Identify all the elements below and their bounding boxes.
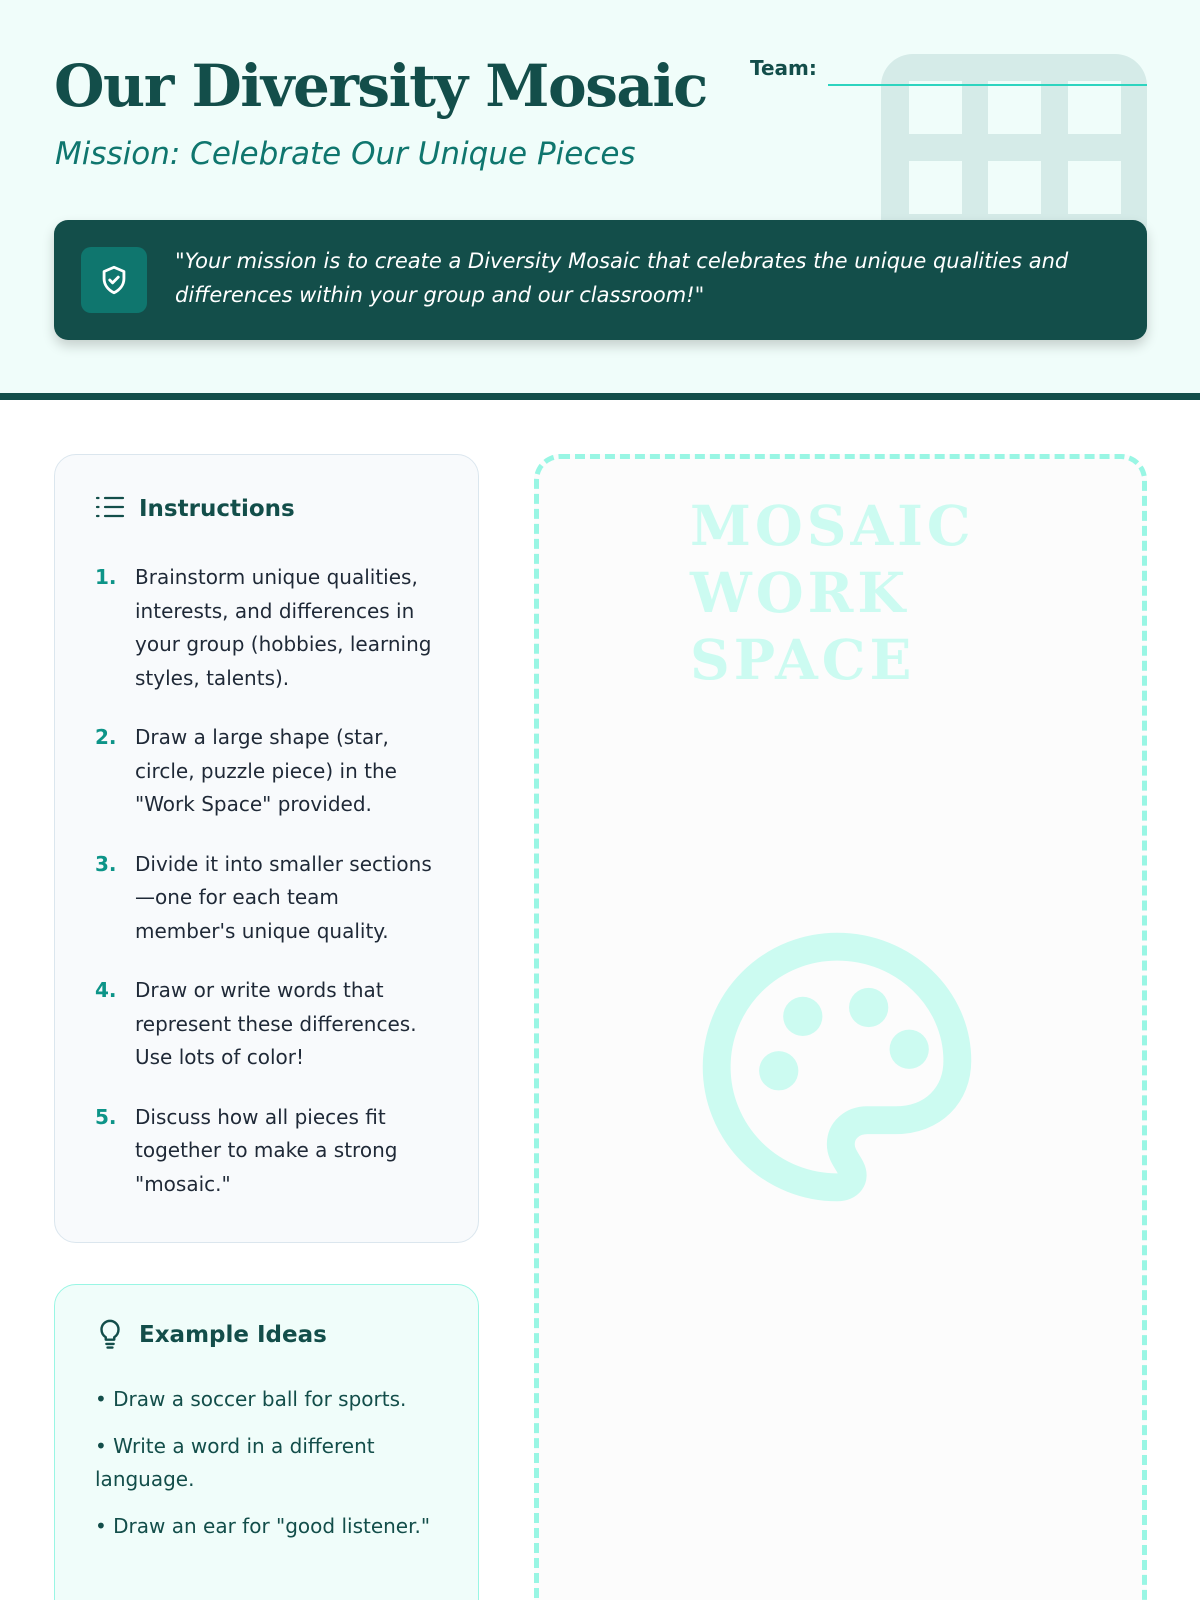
instruction-number: 1. — [95, 565, 117, 589]
instruction-text: Divide it into smaller sections—one for each team member's unique quality. — [135, 851, 432, 943]
instruction-number: 5. — [95, 1104, 117, 1129]
header — [0, 0, 1200, 400]
list-icon — [95, 493, 125, 525]
instructions-card — [54, 454, 479, 1243]
palette-icon — [685, 915, 989, 1223]
team-name-line[interactable] — [828, 84, 1147, 86]
idea-item: • Draw an ear for "good listener." — [95, 1514, 431, 1538]
ideas-list — [95, 1383, 440, 1557]
instruction-number: 4. — [95, 978, 117, 1002]
ideas-heading: Example Ideas — [139, 1322, 327, 1348]
mission-banner — [54, 220, 1147, 340]
ideas-header — [95, 1316, 327, 1354]
instruction-item — [95, 1101, 435, 1202]
instruction-item — [95, 721, 435, 822]
instructions-heading: Instructions — [139, 496, 295, 522]
example-ideas-card — [54, 1284, 479, 1600]
instruction-item — [95, 974, 435, 1075]
mission-text: "Your mission is to create a Diversity Mosaic that celebrates the unique qualities and differences within your group and our classroom!" — [175, 249, 1069, 307]
instruction-text: Discuss how all pieces fit together to make a strong "mosaic." — [135, 1104, 398, 1196]
instruction-number: 2. — [95, 725, 117, 749]
instructions-list — [95, 561, 435, 1227]
page-title: Our Diversity Mosaic — [54, 52, 707, 120]
mosaic-work-space[interactable] — [534, 454, 1147, 1600]
instruction-item — [95, 848, 435, 949]
lightbulb-icon — [95, 1316, 125, 1354]
instruction-text: Draw a large shape (star, circle, puzzle piece) in the "Work Space" provided. — [135, 725, 397, 816]
shield-check-icon — [81, 247, 147, 313]
instruction-item — [95, 561, 435, 695]
instruction-number: 3. — [95, 851, 117, 876]
page-subtitle: Mission: Celebrate Our Unique Pieces — [55, 136, 636, 172]
instructions-header — [95, 493, 295, 525]
work-space-title: MOSAIC WORK SPACE — [690, 493, 975, 692]
idea-item: • Draw a soccer ball for sports. — [95, 1387, 407, 1411]
idea-item: • Write a word in a different language. — [95, 1434, 375, 1491]
instruction-text: Brainstorm unique qualities, interests, and differences in your group (hobbies, learning styles, talents). — [135, 565, 432, 690]
instruction-text: Draw or write words that represent these differences. Use lots of color! — [135, 978, 417, 1069]
team-label: Team: — [750, 56, 817, 80]
